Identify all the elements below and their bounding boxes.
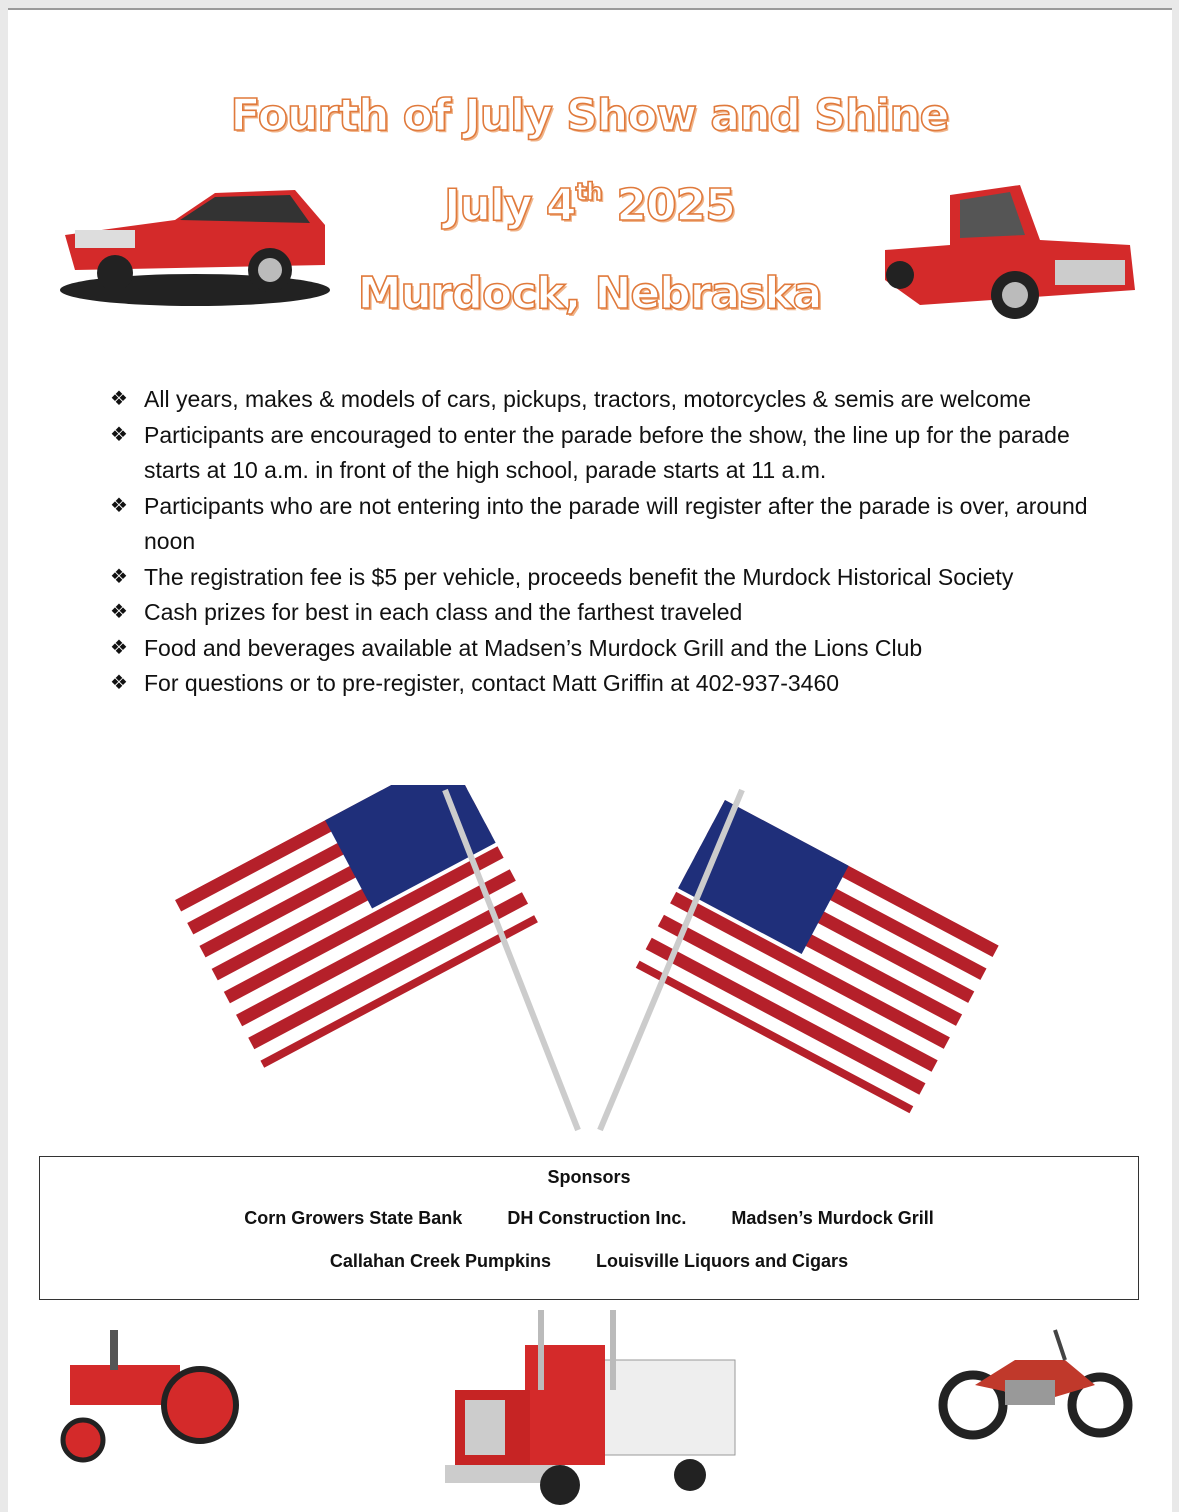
sponsor: DH Construction Inc. <box>507 1208 687 1228</box>
red-pickup-image <box>880 180 1140 330</box>
event-location: Murdock, Nebraska <box>357 268 822 319</box>
motorcycle-image <box>935 1325 1135 1440</box>
crossed-flags-image <box>170 785 1010 1135</box>
sponsors-box <box>39 1156 1139 1300</box>
red-tractor-image <box>55 1325 240 1465</box>
red-semi-truck-image <box>440 1305 740 1510</box>
detail-item: ❖ The registration fee is $5 per vehicle, proceeds benefit the Murdock Historical Society <box>110 563 1014 590</box>
sponsors-row <box>40 1208 1138 1229</box>
detail-item: ❖ All years, makes & models of cars, pickups, tractors, motorcycles & semis are welcome <box>110 386 1032 412</box>
sponsor: Louisville Liquors and Cigars <box>596 1251 849 1271</box>
detail-item: ❖ Cash prizes for best in each class and the farthest traveled <box>110 599 743 625</box>
sponsor: Callahan Creek Pumpkins <box>329 1251 552 1271</box>
event-date: July 4th 2025 <box>444 178 735 231</box>
sponsors-heading: Sponsors <box>547 1167 631 1187</box>
event-title: Fourth of July Show and Shine <box>230 90 949 141</box>
detail-item: ❖ For questions or to pre-register, contact Matt Griffin at 402-937-3460 <box>110 670 840 696</box>
sponsors-row <box>40 1251 1138 1272</box>
left-flag <box>175 785 538 1068</box>
detail-item: ❖ Participants who are not entering into the parade will register after the parade is over, around noon <box>110 492 1088 554</box>
detail-item: ❖ Food and beverages available at Madsen’s Murdock Grill and the Lions Club <box>110 634 923 661</box>
sponsor: Madsen’s Murdock Grill <box>731 1208 934 1228</box>
event-details-list <box>110 382 1110 702</box>
red-mustang-image <box>55 185 330 310</box>
detail-item: ❖ Participants are encouraged to enter the parade before the show, the line up for the parade starts at 10 a.m. in front of the high school, parade starts at 11 a.m. <box>110 421 1070 483</box>
sponsor: Corn Growers State Bank <box>244 1208 463 1228</box>
right-flag <box>636 800 999 1113</box>
